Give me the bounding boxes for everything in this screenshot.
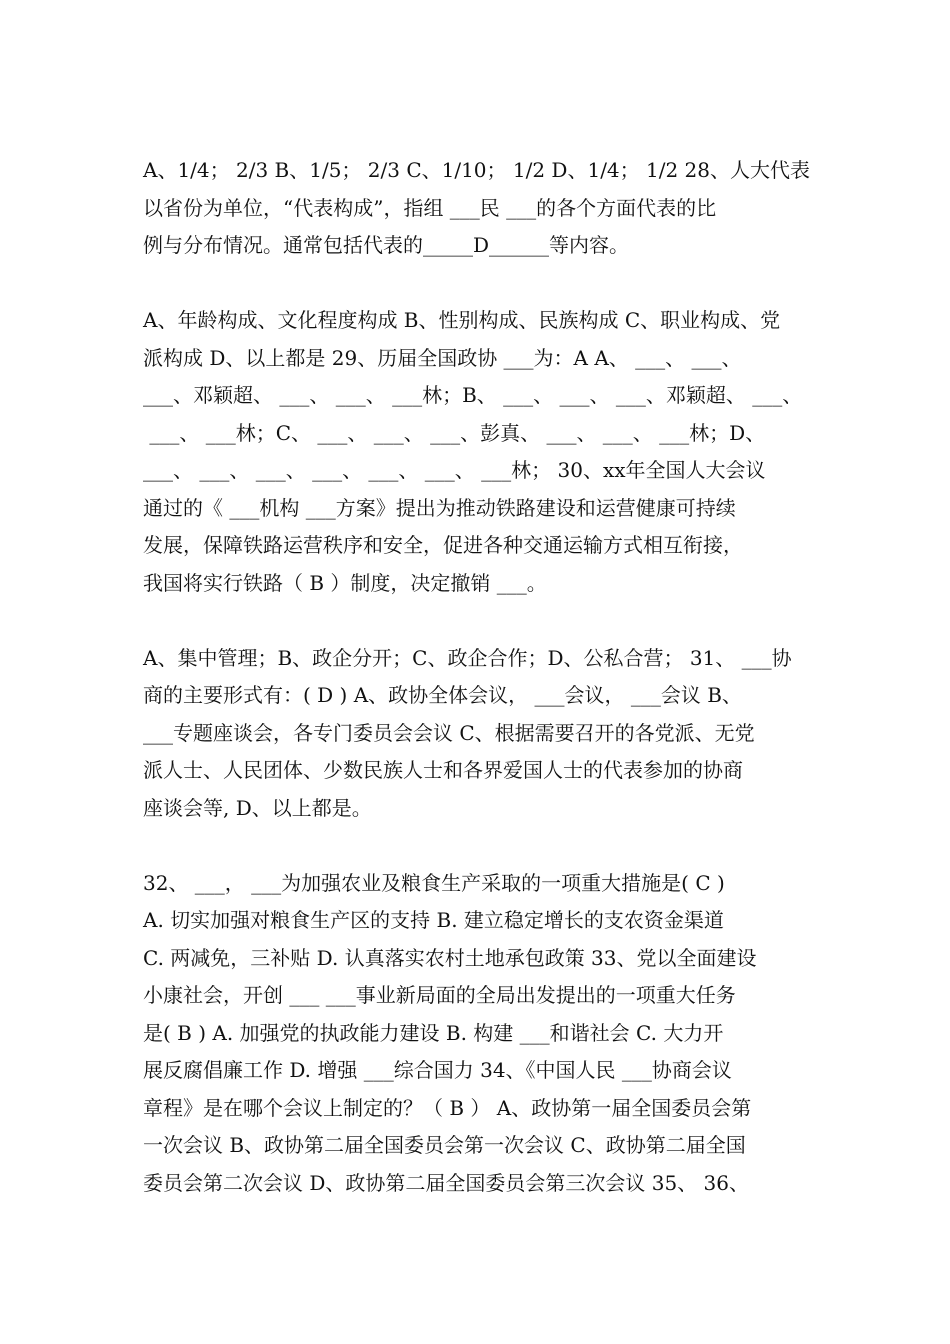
paragraph-spacer (143, 827, 815, 865)
text-line: 派人士、人民团体、少数民族人士和各界爱国人士的代表参加的协商 (143, 758, 743, 782)
text-line: ___、邓颖超、 ___、 ___、 ___林；B、 ___、 ___、 ___、邓颖超、 ___、 (143, 383, 803, 407)
text-line: 委员会第二次会议 D、政协第二届全国委员会第三次会议 35、 36、 (143, 1170, 750, 1195)
paragraph-q32-q36 (143, 865, 815, 1203)
text-line: 以省份为单位，“代表构成”，指组 ___民 ___的各个方面代表的比 (143, 195, 717, 220)
text-line: 小康社会，开创 ___ ___事业新局面的全局出发提出的一项重大任务 (143, 983, 736, 1007)
text-line: A、集中管理；B、政企分开；C、政企合作；D、公私合营； 31、 ___协 (143, 645, 792, 670)
paragraph-q31 (143, 640, 815, 828)
paragraph-spacer (143, 602, 815, 640)
paragraph-q28 (143, 152, 815, 265)
text-line: A. 切实加强对粮食生产区的支持 B. 建立稳定增长的支农资金渠道 (143, 908, 724, 932)
paragraph-q29-q30 (143, 302, 815, 602)
document-page (143, 152, 815, 1202)
text-line: 章程》是在哪个会议上制定的？（ B ） A、政协第一届全国委员会第 (143, 1095, 752, 1120)
text-line: 例与分布情况。通常包括代表的_____D______等内容。 (143, 233, 630, 257)
text-line: A、年龄构成、文化程度构成 B、性别构成、民族构成 C、职业构成、党 (143, 308, 781, 332)
text-line: 是( B ) A. 加强党的执政能力建设 B. 构建 ___和谐社会 C. 大力开 (143, 1020, 724, 1045)
text-line: 我国将实行铁路（ B ）制度，决定撤销 ___。 (143, 570, 547, 595)
text-line: 一次会议 B、政协第二届全国委员会第一次会议 C、政协第二届全国 (143, 1133, 746, 1157)
text-line: 商的主要形式有：( D ) A、政协全体会议， ___会议， ___会议 B、 (143, 683, 742, 707)
paragraph-spacer (143, 265, 815, 303)
text-line: 展反腐倡廉工作 D. 增强 ___综合国力 34、《中国人民 ___协商会议 (143, 1058, 732, 1082)
text-line: 座谈会等, D、以上都是。 (143, 795, 372, 820)
text-line: ___、 ___、 ___、 ___、 ___、 ___、 ___林； 30、xx年全国人大会议 (143, 458, 766, 482)
text-line: 通过的《 ___机构 ___方案》提出为推动铁路建设和运营健康可持续 (143, 495, 736, 520)
text-line: C. 两减免，三补贴 D. 认真落实农村土地承包政策 33、党以全面建设 (143, 945, 757, 970)
text-line: A、1/4； 2/3 B、1/5； 2/3 C、1/10； 1/2 D、1/4； 1/2 28、人大代表 (143, 158, 811, 182)
text-line: ___专题座谈会，各专门委员会会议 C、根据需要召开的各党派、无党 (143, 720, 755, 745)
text-line: 32、 ___， ___为加强农业及粮食生产采取的一项重大措施是( C ) (143, 870, 725, 895)
text-line: 发展，保障铁路运营秩序和安全，促进各种交通运输方式相互衔接， (143, 533, 743, 557)
text-line: 派构成 D、以上都是 29、历届全国政协 ___为：A A、 ___、 ___、 (143, 345, 742, 370)
text-line: ___、 ___林；C、 ___、 ___、 ___、彭真、 ___、 ___、 ___林；D、 (143, 420, 766, 445)
